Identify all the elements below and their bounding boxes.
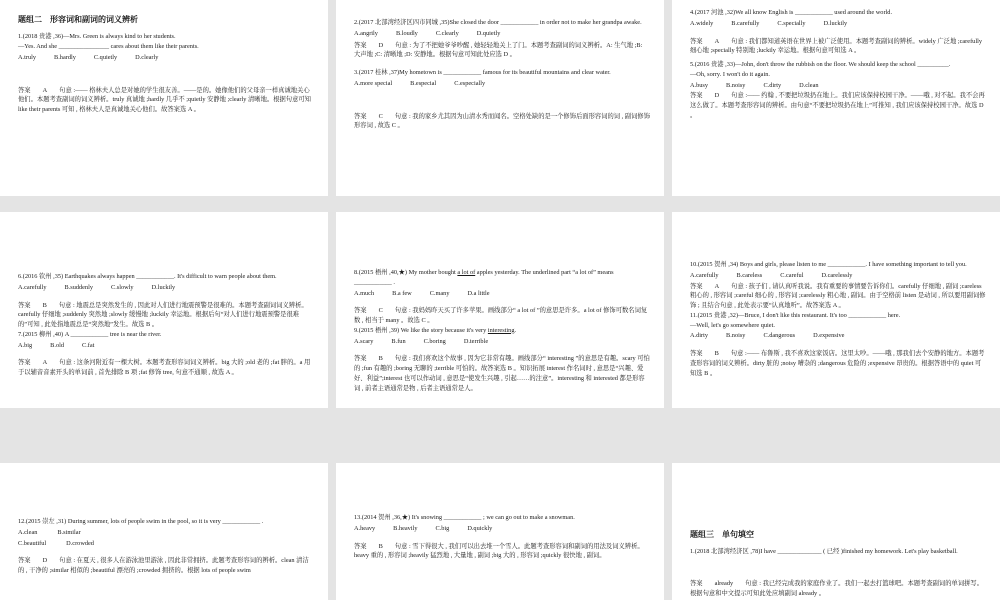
answer-block [690,91,986,120]
option-c: C.beautiful [18,539,47,547]
option-c: C.especially [454,79,486,87]
answer-label: 答案 [354,307,367,315]
answer-key: A [42,86,48,94]
options-row [690,19,986,29]
answer-explanation: 句意 : 为了不把她爷爷吵醒 , 她轻轻地关上了门。本题考查副词的词义辨析。A: 生气地 ;B: 大声地 ;C: 清晰地 ;D: 安静地。根据句意可知此处应选 D 。 [354,41,643,59]
option-c: C.big [435,524,450,532]
underlined-phrase: a lot of [457,269,476,276]
option-b: B.hardly [54,53,76,61]
answer-explanation: 句意 : 我已经完成我的家庭作业了。我们一起去打篮球吧。本题考查副词的单词拼写。根据句意和中文提示可知此处应填副词 already 。 [690,580,984,597]
answer-label: 答案 [690,580,703,588]
answer-key: A [714,37,720,45]
answer-explanation: 句意 : 我们喜欢这个故事 , 因为它非常有趣。画线部分“ interesting ”的意思是有趣。scary 可怕的 ;fun 有趣的 ;boring 无聊的 ;terrible 可怕的。故答案选 B 。知识拓展 interest 作名词时 , 意思是“兴趣、爱好、利益”;interest 也可以作动词 , 意思是“使发生兴趣 , 引起……的注意”。interesting 和 interested 都是形容词 , 前者主语通常是物 , 后者主语通常是人。 [354,355,650,392]
options-row [690,81,986,91]
answer-explanation: 句意 :—— 格林夫人总是对她的学生很友善。——是的。她像他们的父母亲一样真诚地关心他们。本题考查副词的词义辨析。truly 真诚地 ;hardly 几乎不 ;quietly 安静地 ;clearly 清晰地。根据句意可知 like their parents 可知 , 格林夫人是真诚地关心他们。故答案选 A 。 [18,86,311,114]
question-stem: 9.(2015 梧州 ,39) We like the story because it's very interesting. [354,326,517,334]
option-a: A.busy [690,81,709,89]
slide-5 [336,212,664,408]
option-b: B.loudly [395,29,418,37]
answer-key: C [378,112,383,120]
option-a: A.carefully [18,283,47,291]
question-stem: 12.(2015 崇左 ,31) During summer, lots of people swim in the pool, so it is very ____________ . [18,518,264,525]
option-c: C.specially [777,19,806,27]
option-c: C.fat [82,341,95,349]
option-a: A.truly [18,53,37,61]
question-stem: 13.(2014 贺州 ,36,★) It's snowing ____________ ; we can go out to make a snowman. [354,514,575,521]
answer-explanation: 句意 : 地震总是突然发生的 , 因此对人们进行地震预警是很难的。本题考查副词词义辨析。carefully 仔细地 ;suddenly 突然地 ;slowly 缓慢地 ;luckily 幸运地。根据后句“对人们进行地震预警是很难的”可知 , 此处指地震总是“突然地”发生。故选 B 。 [18,301,308,328]
answer-key: A [714,282,720,290]
options-row [354,79,650,89]
option-d: D.quickly [467,524,493,532]
slide-9 [672,463,1000,600]
answer-label: 答案 [690,92,703,100]
answer-block [18,86,314,115]
answer-label: 答案 [690,282,703,290]
option-b: B.similar [57,528,81,536]
answer-label: 答案 [690,37,703,45]
option-c: C.quietly [93,53,118,61]
option-d: D.carelessly [821,271,853,279]
section-heading: 题组二 形容词和副词的词义辨析 [18,15,138,24]
slide-1 [0,0,328,196]
options-row [354,29,650,39]
question-stem: 7.(2015 柳州 ,40) A ____________ tree is near the river. [18,330,162,338]
option-a: A.scary [354,337,374,345]
answer-block [18,556,314,576]
answer-key: B [378,355,383,363]
answer-label: 答案 [18,359,31,367]
section-heading: 题组三 单句填空 [690,530,754,539]
option-a: A.heavy [354,524,376,532]
option-b: B.carefully [731,19,760,27]
option-c: C.dirty [763,81,782,89]
answer-block [690,579,986,599]
answer-block [18,301,314,330]
question-dialogue-line: —Yes. And she ________________ cares about them like their parents. [18,43,199,51]
option-b: B.suddenly [64,283,94,291]
option-a: A.much [354,289,375,297]
question-dialogue-line: —Oh, sorry. I won't do it again. [690,70,770,78]
answer-explanation: 句意 : 我们都知道英语在世界上被广泛使用。本题考查副词的辨析。widely 广泛地 ;carefully 细心地 ;specially 特别地 ;luckily 幸运地。根据句意可知选 A 。 [690,37,982,55]
answer-key: B [378,542,383,550]
options-row [18,283,314,293]
answer-key: A [42,359,48,367]
answer-label: 答案 [354,542,367,550]
answer-explanation: 句意 : 这条河附近有一棵大树。本题考查形容词词义辨析。big 大的 ;old 老的 ;fat 胖的。a 用于以辅音音素开头的单词前 , 首先排除 B 项 ;fat 修饰 tree, 句意不通顺 , 故选 A 。 [18,359,311,376]
option-d: D.crowded [66,539,94,547]
answer-explanation: 句意 : 在夏天 , 很多人在游泳池里游泳 , 因此非常拥挤。此题考查形容词的辨析。clean 清洁的 , 干净的 ;similar 相似的 ;beautiful 漂亮的 ;crowded 拥挤的。根据 lots of people swim [18,557,309,574]
answer-label: 答案 [354,112,367,120]
option-b: B.a few [392,289,412,297]
answer-key: D [714,92,720,100]
option-d: D.luckily [151,283,176,291]
option-b: B.noisy [726,332,746,340]
answer-block [354,306,650,326]
option-c: C.clearly [435,29,459,37]
option-b: B.noisy [726,81,746,89]
question-stem: 6.(2016 钦州 ,35) Earthquakes always happen ____________. It's difficult to warn people about them. [18,273,277,280]
answer-block [690,282,986,311]
option-a: A.angrily [354,29,378,37]
option-b: B.especial [410,79,437,87]
slide-4 [0,212,328,408]
option-a: A.widely [690,19,714,27]
options-row [354,524,650,534]
question-dialogue-line: —Well, let's go somewhere quiet. [690,321,775,329]
answer-key: B [42,301,47,309]
answer-key: B [714,350,719,357]
option-c: C.dangerous [763,332,796,340]
answer-key: already [714,580,734,588]
options-row [18,539,314,549]
question-stem: 10.(2015 贺州 ,34) Boys and girls, please listen to me ____________. I have something important to tell you. [690,261,967,268]
option-d: D.clean [799,81,819,89]
slide-8 [336,463,664,600]
option-d: D.terrible [463,337,489,345]
options-row [354,337,650,347]
option-c: C.careful [780,271,804,279]
answer-label: 答案 [18,301,31,309]
answer-explanation: 句意 : 雪下得很大 , 我们可以出去堆一个雪人。此题考查形容词和副词的用法及词义辨析。heavy 重的 , 形容词 ;heavily 猛烈地 , 大量地 , 副词 ;big 大的 , 形容词 ;quickly 很快地 , 副词。 [354,542,644,560]
answer-explanation: 句意 : 我妈妈昨天买了许多苹果。画线部分“ a lot of ”的意思是许多。a lot of 修饰可数名词复数 , 相当于 many 。故选 C 。 [354,307,648,324]
answer-label: 答案 [18,557,31,565]
answer-label: 答案 [690,350,703,357]
option-b: B.old [50,341,64,349]
answer-label: 答案 [18,86,31,94]
option-a: A.big [18,341,33,349]
slide-2 [336,0,664,196]
answer-explanation: 句意 :—— 约翰 , 不要把垃圾扔在地上。我们应该保持校园干净。——哦 , 对不起。我不会再这么做了。本题考查形容词的辨析。由句意“不要把垃圾扔在地上”可推知 , 我们应该保持校园干净。故选 D 。 [690,92,985,119]
answer-explanation: 句意 : 我的家乡尤其因为山清水秀而闻名。空格处缺的是一个修饰后面形容词的词 , 副词修饰形容词 , 故选 C 。 [354,112,650,130]
question-stem: 4.(2017 河池 ,32)We all know English is ____________ used around the world. [690,9,893,16]
answer-block [354,112,650,132]
option-d: D.clearly [135,53,159,61]
option-d: D.quietly [476,29,501,37]
answer-key: D [378,41,384,49]
options-row [18,528,314,538]
options-row [354,289,650,299]
answer-explanation: 句意 : 孩子们 , 请认真听我说。我有重要的事情要告诉你们。carefully 仔细地 , 副词 ;careless 粗心的 , 形容词 ;careful 细心的 , 形容词 ;carelessly 粗心地 , 副词。由于空格前 listen 是动词 , 所以要用副词修饰 ; 且结合句意 , 此处表示要“认真地听”。故答案选 A 。 [690,282,986,309]
option-d: D.a little [467,289,490,297]
option-a: A.clean [18,528,38,536]
option-b: B.fun [391,337,406,345]
option-c: C.boring [423,337,446,345]
answer-block [690,349,986,378]
question-stem: 11.(2015 贵港 ,32)—Bruce, I don't like this restaurant. It's too ____________ here. [690,311,901,319]
option-c: C.many [429,289,450,297]
question-stem: 2.(2017 北部湾经济区四市同城 ,35)She closed the door ____________ in order not to make her grandpa awake. [354,19,642,26]
option-b: B.heavily [393,524,418,532]
option-a: A.more special [354,79,393,87]
option-b: B.careless [736,271,763,279]
answer-label: 答案 [354,41,367,49]
answer-key: D [42,557,48,565]
underlined-word: interesting [487,326,515,334]
slide-6 [672,212,1000,408]
answer-block [354,354,650,393]
question-stem: 8.(2015 梧州 ,40,★) My mother bought a lot of apples yesterday. The underlined part “a lot of” means ____________ . [354,269,614,286]
options-row [18,53,314,63]
option-d: D.luckily [823,19,848,27]
answer-key: C [378,307,383,315]
question-stem: 3.(2017 桂林 ,37)My hometown is ____________ famous for its beautiful mountains and clear water. [354,69,611,76]
question-stem: 5.(2016 贵港 ,33)—John, don't throw the rubbish on the floor. We should keep the school __________. [690,61,951,68]
question-stem: 1.(2018 贵港 ,36)—Mrs. Green is always kind to her students. [18,33,176,41]
answer-block [354,41,650,61]
answer-label: 答案 [354,355,367,363]
answer-block [18,358,314,378]
answer-explanation: 句意 :—— 布鲁斯 , 我不喜欢这家饭店。这里太吵。——哦 , 那我们去个安静的地方。本题考查形容词的词义辨析。dirty 脏的 ;noisy 嘈杂的 ;dangerous 危险的 ;expensive 昂贵的。根据答语中的 quiet 可知选 B 。 [690,350,985,377]
options-row [18,341,314,351]
option-c: C.slowly [111,283,134,291]
option-a: A.carefully [690,271,719,279]
answer-block [690,37,986,57]
answer-block [354,542,650,562]
question-stem: 1.(2018 北部湾经济区 ,78)I have ______________ ( 已经 )finished my homework. Let's play basketball. [690,548,958,556]
slide-7 [0,463,328,600]
option-d: D.expensive [813,332,845,340]
slide-3 [672,0,1000,196]
options-row [690,331,986,341]
option-a: A.dirty [690,332,709,340]
options-row [690,271,986,281]
